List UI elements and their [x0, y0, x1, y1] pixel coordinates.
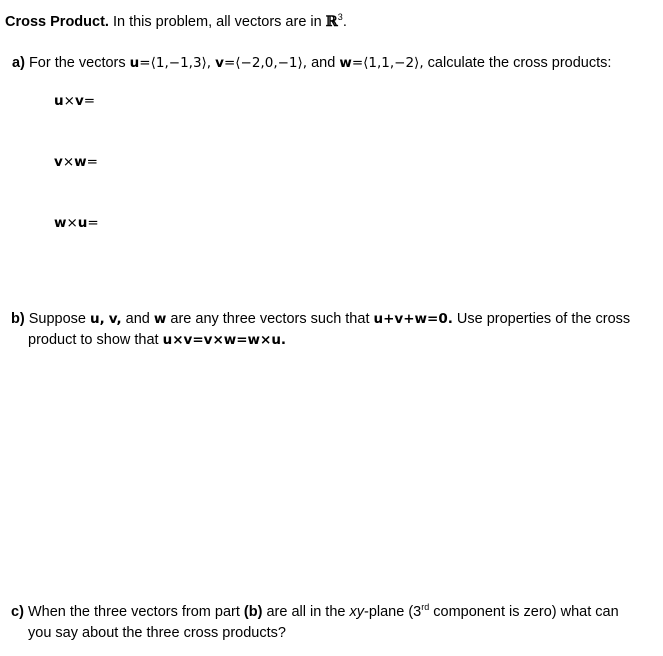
vector-u-value: =⟨1,−1,3⟩, — [139, 55, 212, 71]
space-exponent: 3 — [337, 12, 343, 22]
part-b-statement-line2 — [28, 330, 286, 350]
product-op: × — [63, 93, 75, 109]
cross-product-v-w — [54, 152, 98, 172]
part-c-ordinal: rd — [421, 602, 430, 612]
part-a-and: and — [311, 55, 336, 71]
product-eq: = — [83, 93, 96, 109]
part-c-statement-line2 — [28, 623, 286, 643]
product-left: w — [54, 215, 67, 231]
product-eq: = — [86, 154, 98, 170]
part-c-text-2: are all in the — [266, 604, 346, 620]
part-b-w: w — [153, 311, 167, 327]
part-c-text-4: component is zero) what can — [433, 604, 619, 620]
vector-w-value: =⟨1,1,−2⟩, — [351, 55, 424, 71]
vector-v-value: =⟨−2,0,−1⟩, — [223, 55, 308, 71]
problem-intro: In this problem, all vectors are in — [112, 14, 322, 30]
part-b-v: v, — [108, 311, 122, 327]
vector-v-name: v — [215, 55, 224, 71]
product-op: × — [66, 215, 78, 231]
cross-product-w-u — [54, 213, 99, 233]
part-c-statement-line1 — [11, 602, 619, 622]
part-c-label: c) — [11, 604, 24, 620]
part-c-plane: xy — [349, 604, 364, 620]
part-c-reference: (b) — [243, 604, 263, 620]
product-right: w — [74, 154, 87, 170]
product-eq: = — [87, 215, 99, 231]
part-c-text-1: When the three vectors from part — [27, 604, 240, 620]
part-a-intro: For the vectors — [28, 55, 126, 71]
product-left: u — [54, 93, 64, 109]
part-b-text-2: and — [125, 311, 150, 327]
part-b-statement-line1 — [11, 309, 630, 329]
part-a-statement — [12, 53, 611, 73]
product-op: × — [62, 154, 75, 170]
product-left: v — [54, 154, 63, 170]
part-c-text-3: -plane (3 — [364, 604, 422, 620]
problem-header — [5, 12, 347, 32]
part-b-label: b) — [11, 311, 25, 327]
part-b-u: u, — [90, 311, 105, 327]
part-a-label: a) — [12, 55, 25, 71]
vector-u-name: u — [129, 55, 140, 71]
part-b-sum-expression: u+v+w=0. — [373, 311, 453, 327]
part-b-text-5: product to show that — [28, 332, 159, 348]
product-right: u — [77, 215, 88, 231]
header-period: . — [342, 14, 347, 30]
part-a-task: calculate the cross products: — [427, 55, 612, 71]
problem-title: Cross Product. — [5, 14, 109, 30]
part-b-text-1: Suppose — [28, 311, 86, 327]
part-b-text-3: are any three vectors such that — [170, 311, 370, 327]
vector-w-name: w — [339, 55, 352, 71]
part-b-text-4: Use properties of the cross — [456, 311, 631, 327]
part-b-equality-expression: u×v=v×w=w×u. — [162, 332, 287, 348]
real-space-symbol: ℝ — [325, 13, 338, 30]
cross-product-u-v — [54, 91, 95, 111]
part-c-text-5: you say about the three cross products? — [28, 625, 286, 641]
product-right: v — [74, 93, 84, 109]
